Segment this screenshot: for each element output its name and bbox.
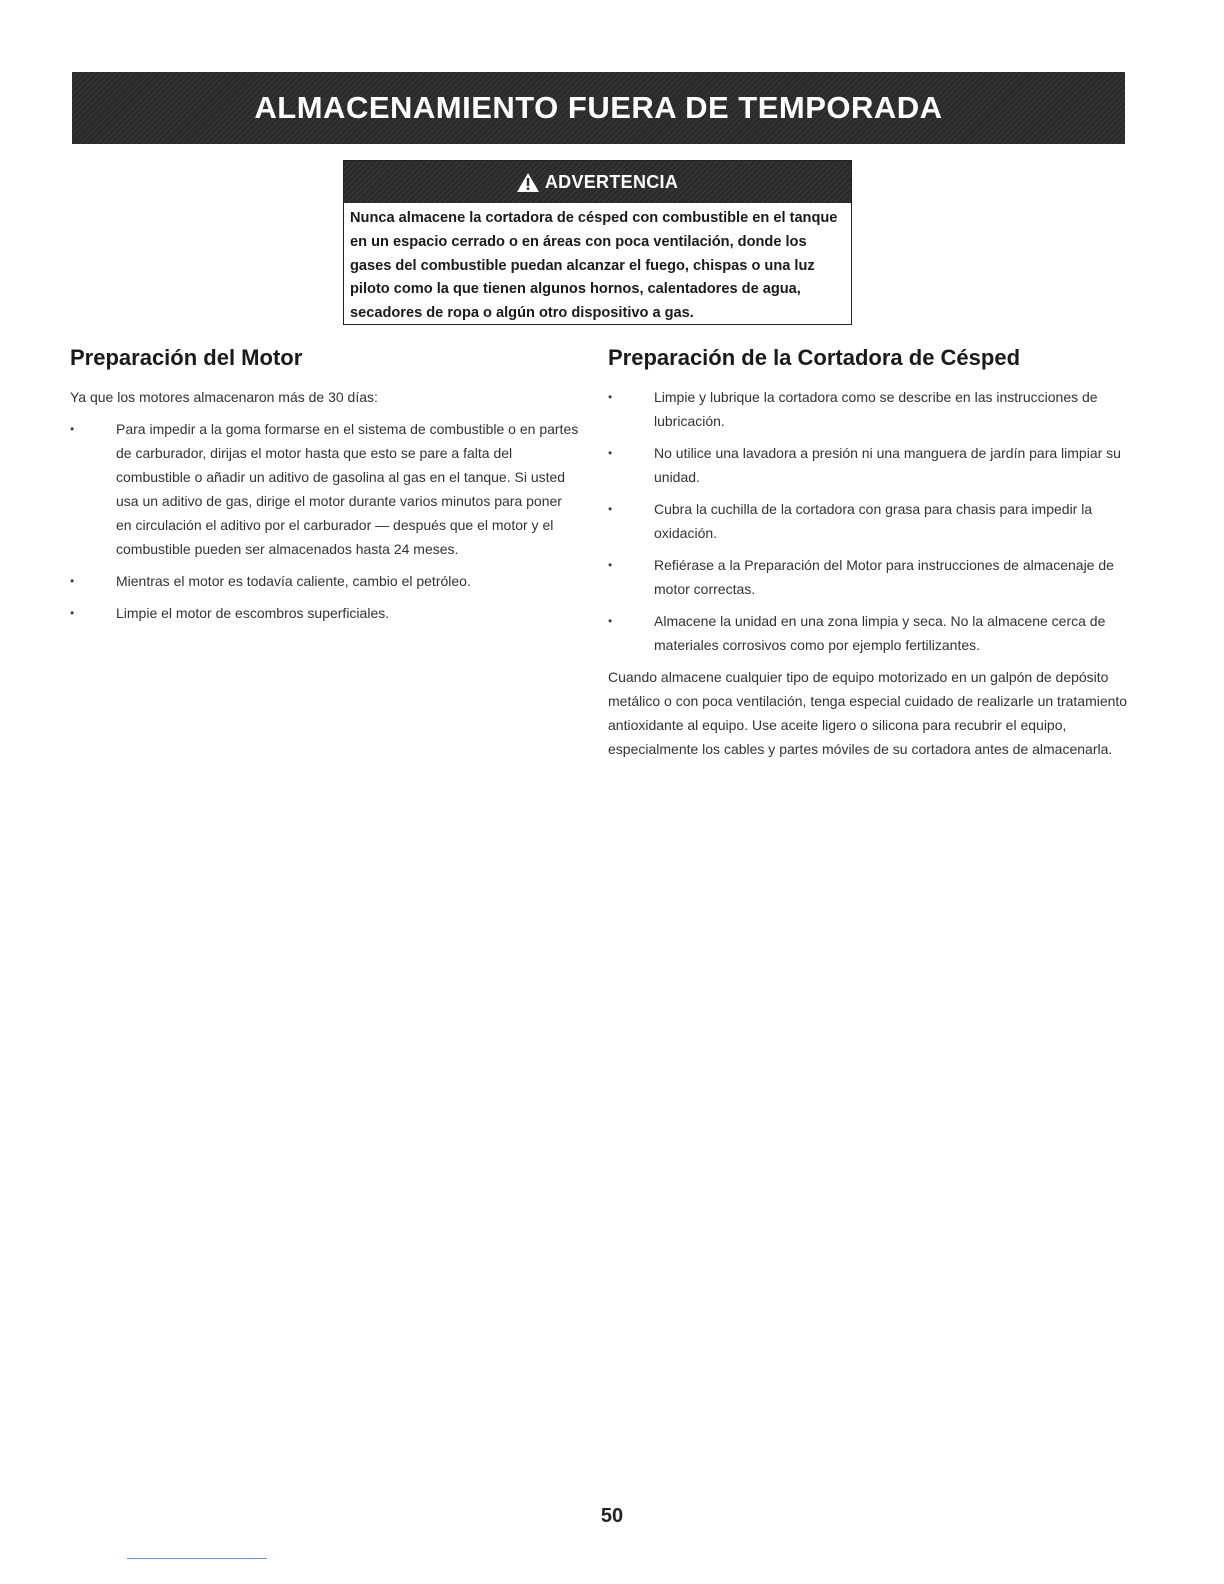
engine-prep-heading: Preparación del Motor (70, 345, 303, 370)
list-item: • Limpie el motor de escombros superficiales. (70, 605, 390, 621)
warning-text: Nunca almacene la cortadora de césped con combustible en el tanque en un espacio cerrado o en áreas con poca ventilación, donde los gases del combustible puedan alcanzar el fuego, chispas o una luz piloto como la que tienen algunos hornos, calentadores de agua, secadores de ropa o algún otro dispositivo a gas. (350, 210, 838, 322)
mower-prep-list (608, 385, 1128, 657)
list-item: • Cubra la cuchilla de la cortadora con grasa para chasis para impedir la oxidación. (608, 501, 1093, 541)
list-item: • No utilice una lavadora a presión ni una manguera de jardín para limpiar su unidad. (608, 445, 1121, 485)
warning-box (343, 160, 852, 325)
engine-prep-section (70, 345, 580, 633)
mower-prep-heading: Preparación de la Cortadora de Césped (608, 345, 1021, 370)
list-item: • Mientras el motor es todavía caliente, cambio el petróleo. (70, 573, 471, 589)
footer-rule (127, 1558, 267, 1559)
warning-triangle-icon (517, 173, 539, 192)
mower-prep-section (608, 345, 1128, 769)
engine-prep-list (70, 417, 580, 625)
list-item: • Limpie y lubrique la cortadora como se describe en las instrucciones de lubricación. (608, 389, 1098, 429)
list-item: • Almacene la unidad en una zona limpia y seca. No la almacene cerca de materiales corrosivos como por ejemplo fertilizantes. (608, 613, 1106, 653)
mower-prep-closing: Cuando almacene cualquier tipo de equipo motorizado en un galpón de depósito metálico o con poca ventilación, tenga especial cuidado de realizarle un tratamiento antioxidante al equipo. Use aceite ligero o silicona para recubrir el equipo, especialmente los cables y partes móviles de su cortadora antes de almacenarla. (608, 669, 1128, 757)
page-title: ALMACENAMIENTO FUERA DE TEMPORADA (254, 90, 943, 125)
list-item: • Para impedir a la goma formarse en el sistema de combustible o en partes de carburador, dirijas el motor hasta que esto se pare a falta del combustible o añadir un aditivo de gasolina al gas en el tanque. Si usted usa un aditivo de gas, dirige el motor durante varios minutos para poner en circulación el aditivo por el carburador — después que el motor y el combustible pueden ser almacenados hasta 24 meses. (70, 421, 579, 557)
list-item: • Refiérase a la Preparación del Motor para instrucciones de almacenaje de motor correctas. (608, 557, 1114, 597)
page-number: 50 (600, 1505, 624, 1527)
section-banner (72, 72, 1125, 144)
warning-header (344, 161, 851, 203)
warning-title: ADVERTENCIA (544, 171, 679, 192)
engine-prep-intro: Ya que los motores almacenaron más de 30 días: (70, 389, 378, 405)
